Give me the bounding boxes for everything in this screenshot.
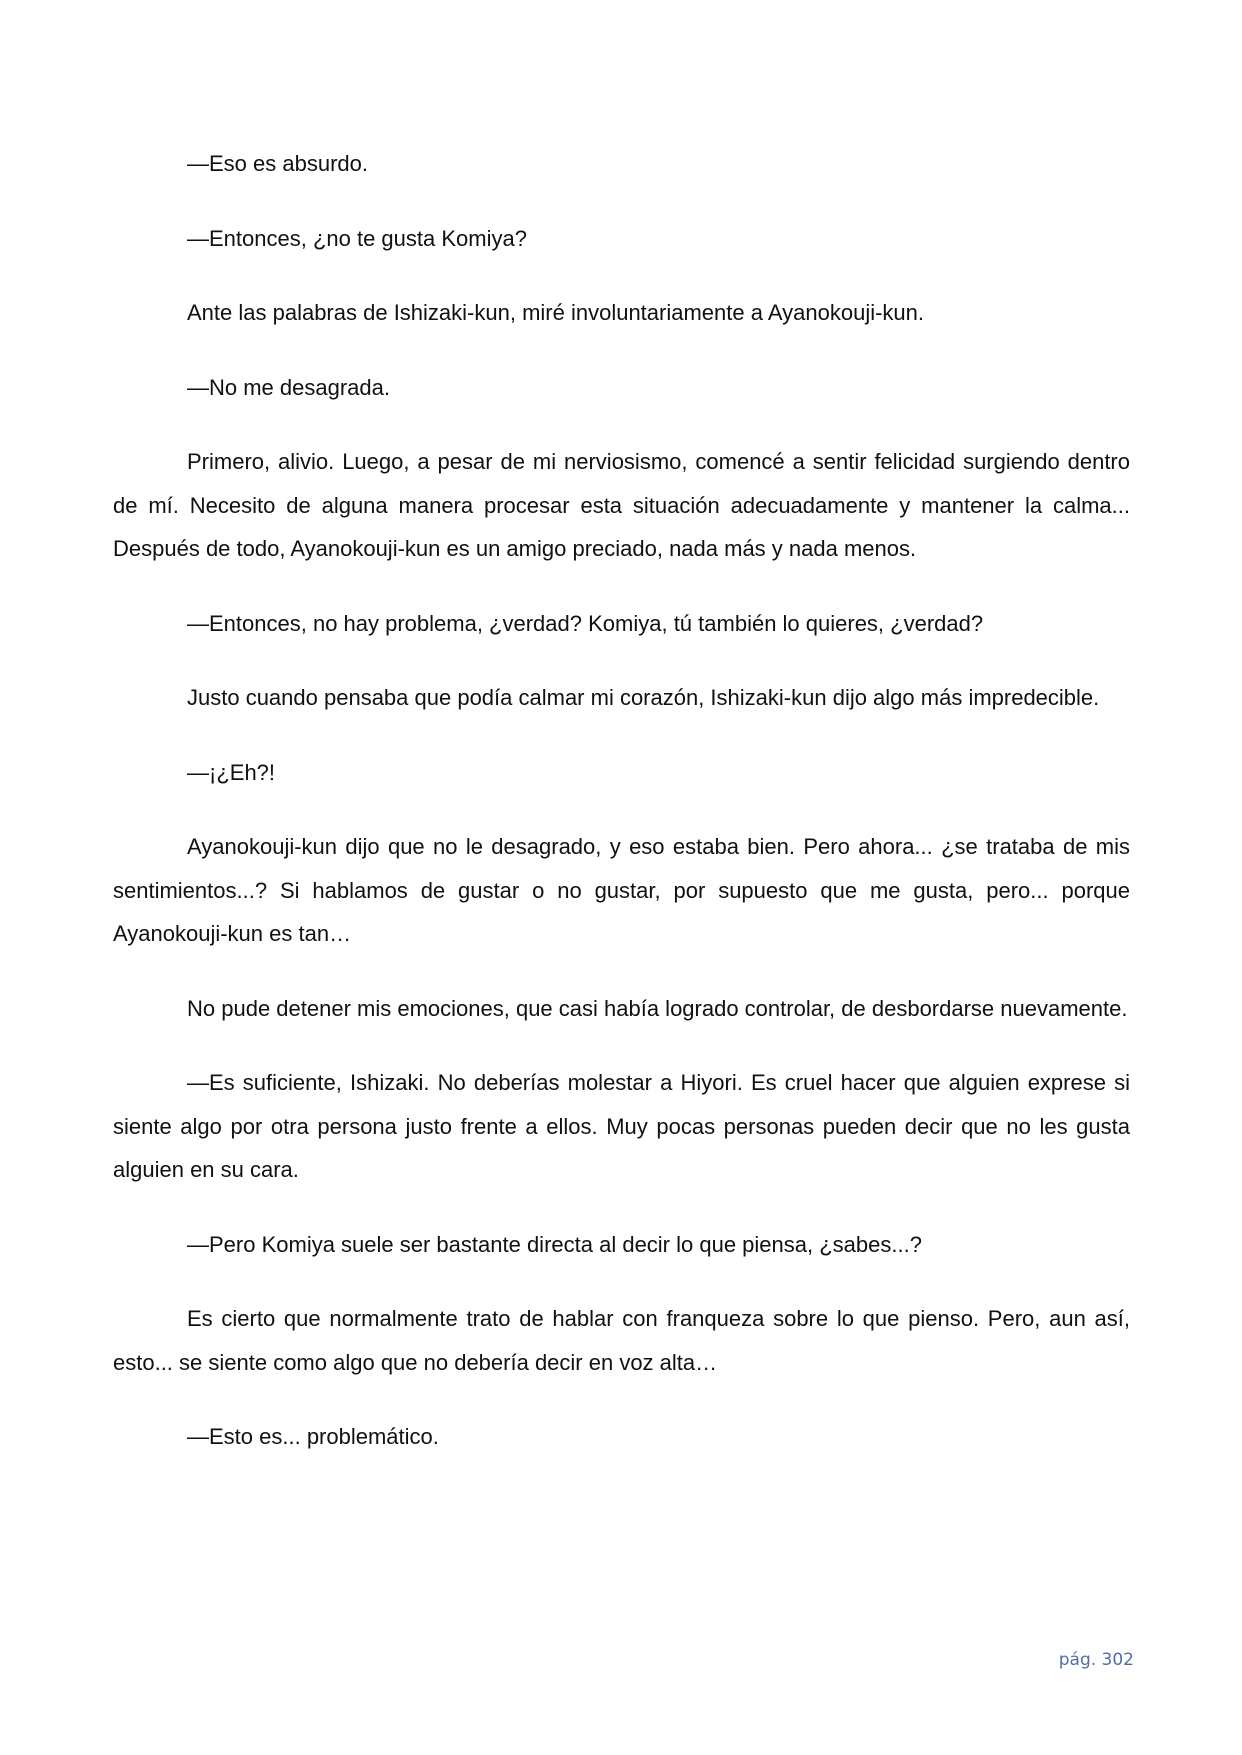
- paragraph: No pude detener mis emociones, que casi había logrado controlar, de desbordarse nuevamente.: [187, 995, 1128, 1021]
- paragraph: —Entonces, no hay problema, ¿verdad? Komiya, tú también lo quieres, ¿verdad?: [187, 610, 984, 636]
- paragraph: Ayanokouji-kun dijo que no le desagrado, y eso estaba bien. Pero ahora... ¿se trataba de mis sentimientos...? Si hablamos de gustar o no gustar, por supuesto que me gusta, pero... porque Ayanokouji-kun es tan…: [113, 834, 1130, 946]
- paragraph: Justo cuando pensaba que podía calmar mi corazón, Ishizaki-kun dijo algo más impredecible.: [187, 685, 1100, 710]
- paragraph: —Eso es absurdo.: [187, 151, 368, 176]
- paragraph: Ante las palabras de Ishizaki-kun, miré involuntariamente a Ayanokouji-kun.: [187, 300, 924, 325]
- paragraph: Primero, alivio. Luego, a pesar de mi nerviosismo, comencé a sentir felicidad surgiendo dentro de mí. Necesito de alguna manera procesar esta situación adecuadamente y mantener la calma... Después de todo, Ayanokouji-kun es un amigo preciado, nada más y nada menos.: [113, 449, 1130, 561]
- paragraph: —Esto es... problemático.: [187, 1424, 439, 1449]
- paragraph: Es cierto que normalmente trato de hablar con franqueza sobre lo que pienso. Pero, aun así, esto... se siente como algo que no debería decir en voz alta…: [113, 1306, 1130, 1375]
- paragraph: —Entonces, ¿no te gusta Komiya?: [187, 225, 527, 251]
- paragraph: —¡¿Eh?!: [187, 759, 276, 785]
- paragraph: —Es suficiente, Ishizaki. No deberías molestar a Hiyori. Es cruel hacer que alguien exprese si siente algo por otra persona justo frente a ellos. Muy pocas personas pueden decir que no les gusta alguien en su cara.: [113, 1070, 1130, 1182]
- page-number: pág. 302: [1058, 1650, 1134, 1670]
- document-body: [113, 142, 1130, 1459]
- paragraph: —No me desagrada.: [187, 374, 390, 400]
- paragraph: —Pero Komiya suele ser bastante directa al decir lo que piensa, ¿sabes...?: [187, 1231, 922, 1257]
